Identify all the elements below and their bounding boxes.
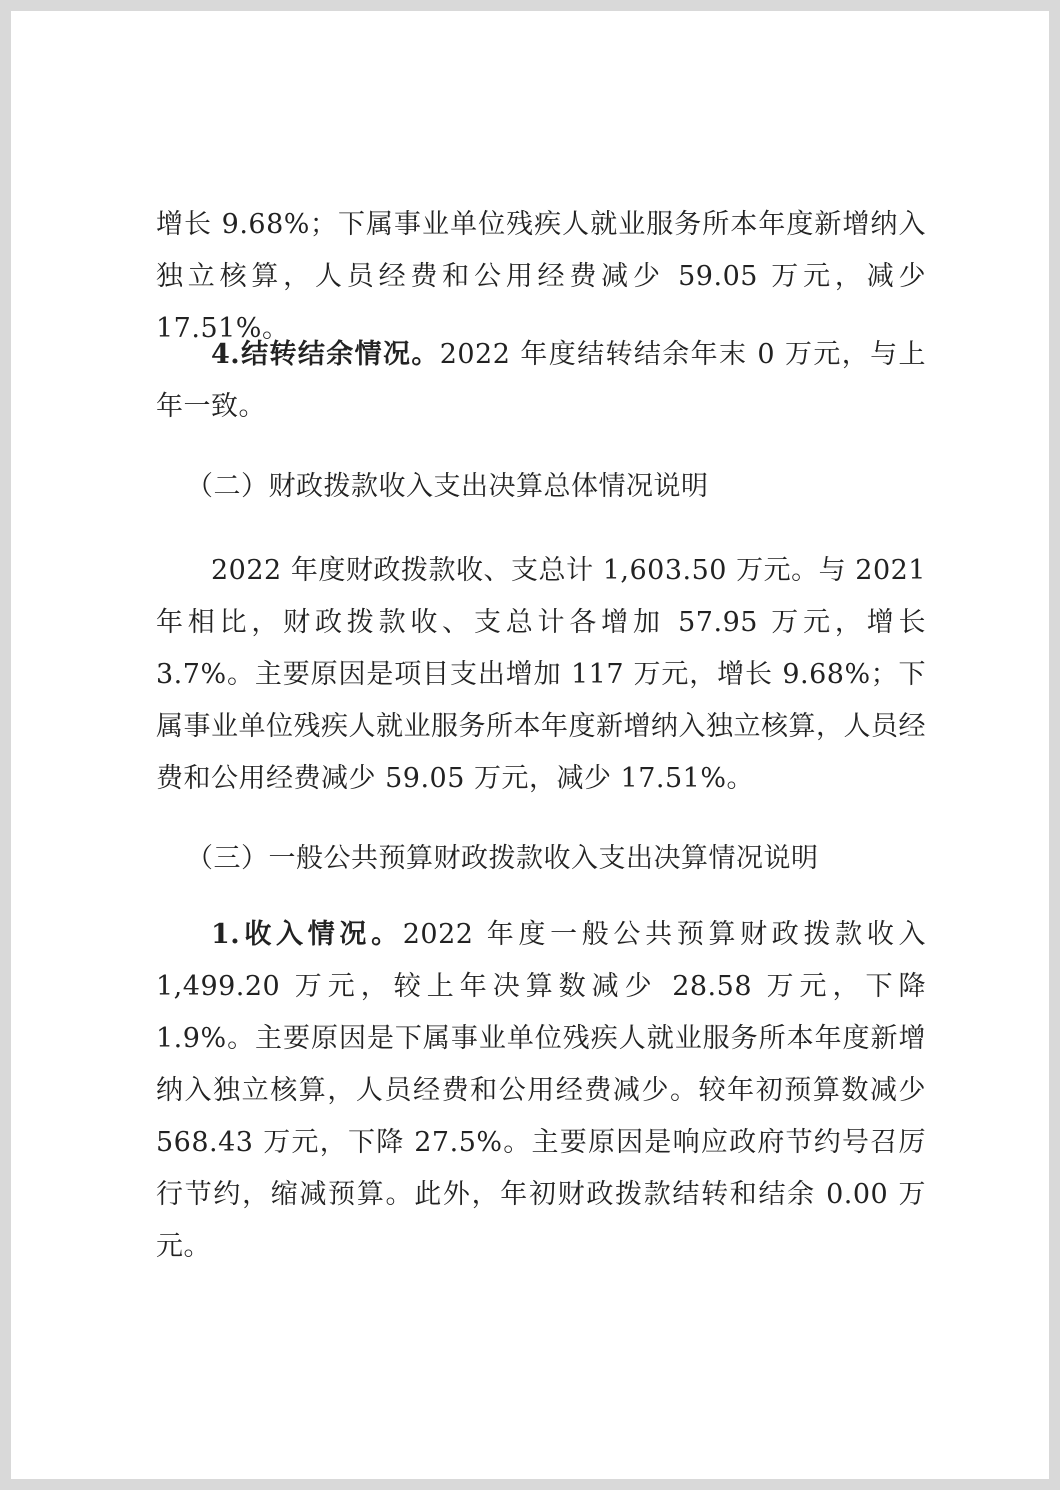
paragraph-income [156,909,926,1273]
section-heading-3: （三）一般公共预算财政拨款收入支出决算情况说明 [186,843,819,874]
paragraph-total-overview: 2022 年度财政拨款收、支总计 1,603.50 万元。与 2021 年相比，财政拨款收、支总计各增加 57.95 万元，增长 3.7%。主要原因是项目支出增加 117 万元，增长 9.68%；下属事业单位残疾人就业服务所本年度新增纳入独立核算，人员经费和公用经费减少 59.05 万元，减少 17.51%。 [156,555,926,794]
paragraph-lead: 4.结转结余情况。 [211,339,440,370]
paragraph-carryover [156,329,926,433]
paragraph-continued: 增长 9.68%；下属事业单位残疾人就业服务所本年度新增纳入独立核算，人员经费和公用经费减少 59.05 万元，减少 17.51%。 [156,209,926,344]
section-heading-2: （二）财政拨款收入支出决算总体情况说明 [186,471,709,502]
document-page [11,11,1049,1479]
paragraph-body: 2022 年度结转结余年末 0 万元，与上年一致。 [156,339,926,422]
paragraph-lead: 1.收入情况。 [211,919,403,950]
paragraph-body: 2022 年度一般公共预算财政拨款收入 1,499.20 万元，较上年决算数减少 28.58 万元，下降 1.9%。主要原因是下属事业单位残疾人就业服务所本年度新增纳入独立核算，人员经费和公用经费减少。较年初预算数减少 568.43 万元，下降 27.5%。主要原因是响应政府节约号召厉行节约，缩减预算。此外，年初财政拨款结转和结余 0.00 万元。 [156,919,927,1262]
